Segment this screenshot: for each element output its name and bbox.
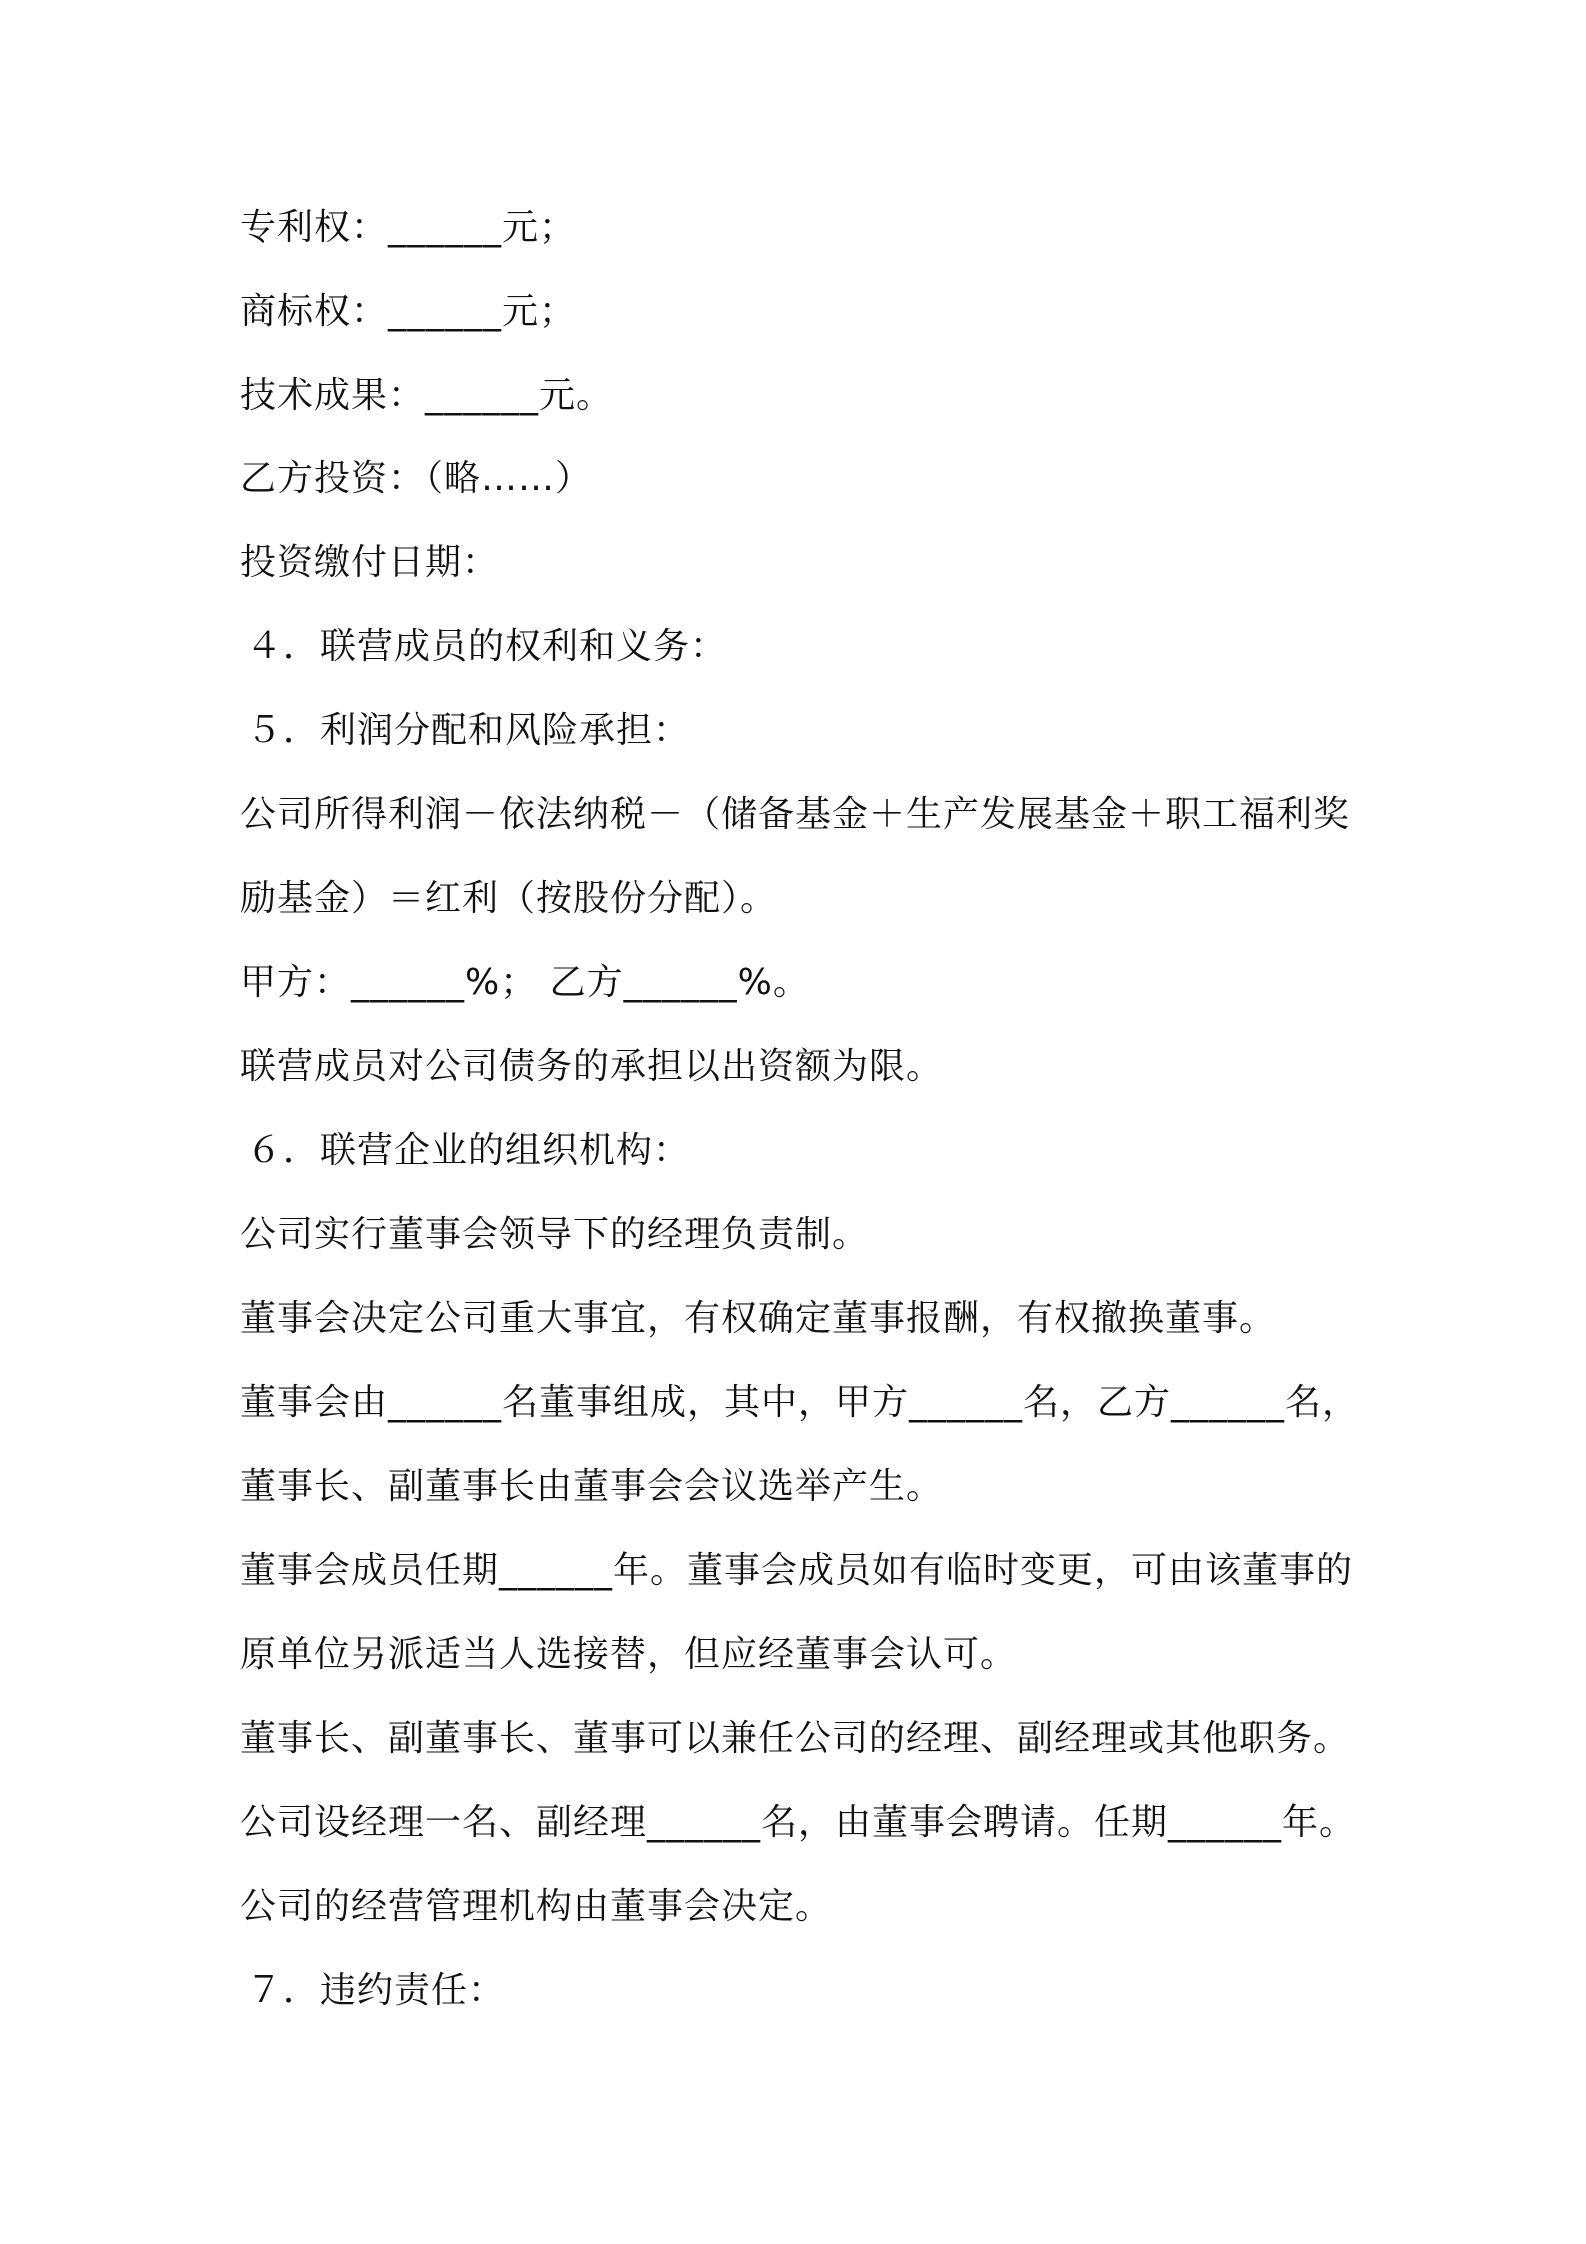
text-line-liability: 联营成员对公司债务的承担以出资额为限。 bbox=[240, 1046, 944, 1087]
text-line-chairman-election: 董事长、副董事长由董事会会议选举产生。 bbox=[240, 1466, 944, 1507]
text-line-technology: 技术成果：______元。 bbox=[240, 375, 614, 416]
text-line-profit-formula: 公司所得利润－依法纳税－（储备基金＋生产发展基金＋职工福利奖 bbox=[240, 794, 1351, 835]
section-heading-profit: ５．利润分配和风险承担： bbox=[246, 710, 691, 751]
text-line-profit-formula-cont: 励基金）＝红利（按股份分配）。 bbox=[240, 878, 778, 919]
text-line-board-power: 董事会决定公司重大事宜，有权确定董事报酬，有权撤换董事。 bbox=[240, 1298, 1277, 1339]
text-line-concurrent-posts: 董事长、副董事长、董事可以兼任公司的经理、副经理或其他职务。 bbox=[240, 1718, 1351, 1759]
text-line-board-term: 董事会成员任期______年。董事会成员如有临时变更，可由该董事的 bbox=[240, 1550, 1354, 1591]
text-line-party-b-investment: 乙方投资：（略……） bbox=[240, 458, 593, 499]
section-heading-liability: ７．违约责任： bbox=[246, 1970, 506, 2011]
text-line-share-ratio: 甲方：______%； 乙方______%。 bbox=[240, 962, 810, 1003]
text-line-patent: 专利权：______元； bbox=[240, 207, 577, 248]
text-line-manager: 公司设经理一名、副经理______名，由董事会聘请。任期______年。 bbox=[240, 1802, 1357, 1843]
text-line-management: 公司实行董事会领导下的经理负责制。 bbox=[240, 1214, 870, 1255]
text-line-management-structure: 公司的经营管理机构由董事会决定。 bbox=[240, 1886, 833, 1927]
text-line-payment-date: 投资缴付日期： bbox=[240, 542, 500, 583]
text-line-trademark: 商标权：______元； bbox=[240, 291, 577, 332]
section-heading-organization: ６．联营企业的组织机构： bbox=[246, 1130, 691, 1171]
section-heading-rights: ４．联营成员的权利和义务： bbox=[246, 626, 728, 667]
text-line-board-composition: 董事会由______名董事组成，其中，甲方______名，乙方______名， bbox=[240, 1382, 1360, 1423]
text-line-board-term-cont: 原单位另派适当人选接替，但应经董事会认可。 bbox=[240, 1634, 1018, 1675]
